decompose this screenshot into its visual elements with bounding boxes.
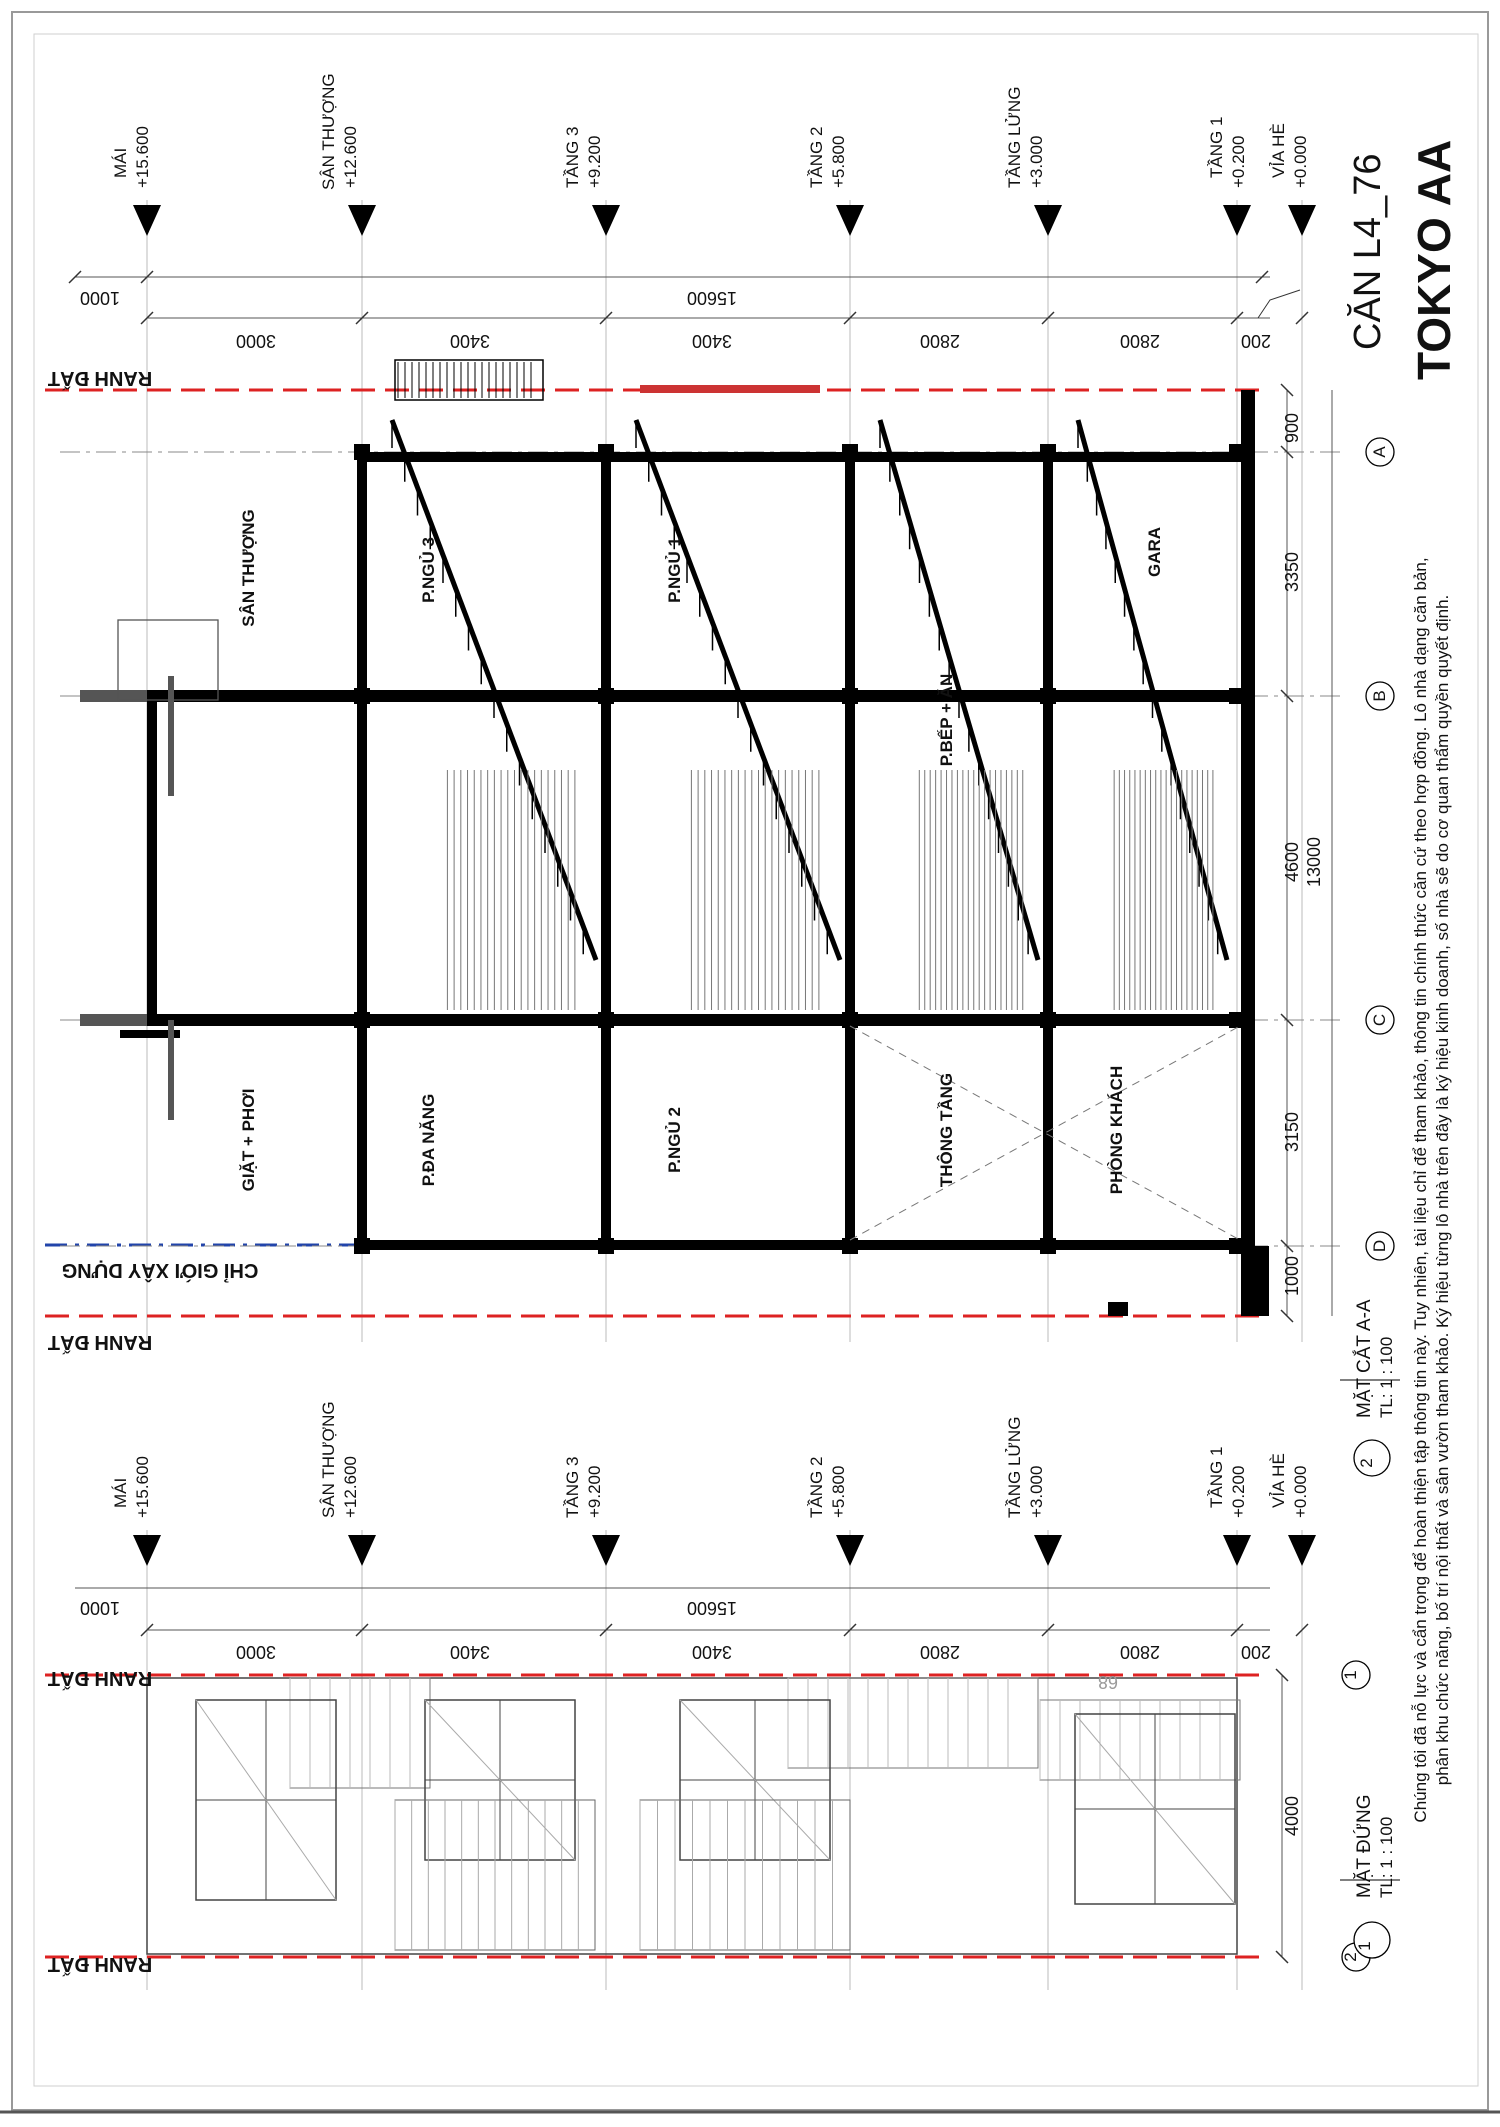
room-label: GIẶT + PHƠI	[239, 1088, 258, 1192]
dim-seg: 3400	[691, 331, 733, 351]
dim-seg: 3400	[691, 1642, 733, 1662]
elev-level-value: +9.200	[585, 1465, 604, 1518]
width-dim: 3150	[1282, 1111, 1302, 1153]
wall	[147, 690, 1247, 702]
section-level-name: VỈA HÈ	[1269, 123, 1288, 178]
width-dim: 900	[1282, 412, 1302, 444]
skylight-frame	[168, 676, 174, 796]
elev-level-value: +5.800	[829, 1465, 848, 1518]
elev-axis-label: 1	[1341, 1670, 1360, 1680]
dim-seg: 2800	[919, 1642, 961, 1662]
room-label: P.NGỦ 1	[665, 537, 684, 603]
level-marker	[348, 1535, 376, 1566]
elev-axis-label: 2	[1341, 1952, 1360, 1962]
skylight-frame	[168, 1020, 174, 1120]
column	[1229, 444, 1245, 460]
width-dim: 1000	[1282, 1255, 1302, 1297]
room-label: THÔNG TẦNG	[937, 1072, 956, 1188]
brick-panel	[788, 1678, 1038, 1768]
elev-level-value: +15.600	[133, 1456, 152, 1518]
parapet	[80, 1014, 150, 1026]
column	[598, 1238, 614, 1254]
axis-label: C	[1370, 1013, 1389, 1027]
sheet-title-line2: TOKYO AA	[1408, 139, 1460, 380]
elev-level-value: +3.000	[1027, 1465, 1046, 1518]
dim-seg: 2800	[1119, 1642, 1161, 1662]
elev-boundary-label: RANH ĐẤT	[47, 1953, 153, 1975]
section-level-value: +0.000	[1291, 135, 1310, 188]
room-label: P.NGỦ 2	[665, 1107, 684, 1173]
room-label: P.ĐA NĂNG	[419, 1093, 438, 1187]
column	[598, 688, 614, 704]
column	[1040, 1012, 1056, 1028]
view-number: 2	[1357, 1458, 1376, 1468]
brick-panel	[290, 1678, 430, 1788]
column	[842, 1238, 858, 1254]
section-level-value: +15.600	[133, 126, 152, 188]
room-label: P.BẾP + ĂN	[937, 673, 956, 767]
room-label: GARA	[1145, 526, 1164, 578]
dim-total: 15600	[686, 1598, 738, 1618]
section-level-value: +3.000	[1027, 135, 1046, 188]
railing	[395, 360, 543, 400]
column	[1108, 1302, 1128, 1316]
section-level-value: +0.200	[1229, 135, 1248, 188]
column	[1040, 1238, 1056, 1254]
elev-level-name: VỈA HÈ	[1269, 1453, 1288, 1508]
level-marker	[1288, 205, 1316, 236]
sheet-title-line1: CĂN L4_76	[1347, 153, 1389, 350]
level-marker	[348, 205, 376, 236]
disclaimer-line: phân khu chức năng, bố trí nội thất và sân vườn tham khảo. Ký hiệu từng lô nhà trên đây là ký hiệu kinh doanh, số nhà sẽ do cơ quan thẩm quyền quyết định.	[1433, 594, 1452, 1786]
section-level-name: SÂN THƯỢNG	[319, 73, 338, 190]
dim-seg: 200	[1240, 331, 1272, 351]
elev-level-value: +12.600	[341, 1456, 360, 1518]
elevation-drawing	[45, 1661, 1400, 1971]
level-marker	[133, 205, 161, 236]
elev-width-dim: 4000	[1282, 1795, 1302, 1837]
level-marker	[133, 1535, 161, 1566]
column	[1229, 1238, 1245, 1254]
section-scale: TL: 1 : 100	[1377, 1336, 1396, 1418]
level-marker	[1034, 1535, 1062, 1566]
view-number: 1	[1355, 1941, 1374, 1951]
width-total: 13000	[1304, 836, 1324, 888]
elev-level-name: TẦNG 3	[563, 1456, 582, 1518]
wall-d	[362, 1240, 1250, 1250]
dim-seg: 3000	[235, 1642, 277, 1662]
section-level-value: +12.600	[341, 126, 360, 188]
level-marker	[1034, 205, 1062, 236]
room-label: SÂN THƯỢNG	[239, 509, 258, 627]
axis-label: B	[1370, 690, 1389, 702]
dim-seg: 3400	[449, 1642, 491, 1662]
elevation-title: MẶT ĐỨNG	[1354, 1794, 1375, 1898]
section-boundary-label: RANH ĐẤT	[47, 1331, 153, 1353]
elev-level-value: +0.000	[1291, 1465, 1310, 1518]
section-level-value: +9.200	[585, 135, 604, 188]
level-marker	[592, 1535, 620, 1566]
disclaimer-line: Chúng tôi đã nỗ lực và cẩn trọng để hoàn thiện tập thông tin này. Tuy nhiên, tài liệu chỉ để tham khảo, thông tin chính thức căn cứ theo hợp đồng. Lô nhà dạng căn bản,	[1411, 557, 1430, 1823]
floor-slab	[1043, 452, 1053, 1246]
axis-label: A	[1370, 446, 1389, 458]
view-bubble	[1354, 1440, 1390, 1476]
elev-boundary-label: RANH ĐẤT	[47, 1667, 153, 1689]
section-boundary-label: RANH ĐẤT	[47, 367, 153, 389]
column	[842, 688, 858, 704]
section-level-value: +5.800	[829, 135, 848, 188]
elev-level-name: SÂN THƯỢNG	[319, 1401, 338, 1518]
dim-top: 1000	[79, 1598, 121, 1618]
column	[1229, 688, 1245, 704]
railing-top	[640, 385, 820, 393]
elev-level-value: +0.200	[1229, 1465, 1248, 1518]
column	[354, 1238, 370, 1254]
dim-seg: 3400	[449, 331, 491, 351]
dim-seg: 2800	[1119, 331, 1161, 351]
width-dim: 4600	[1282, 841, 1302, 883]
floor-slab	[357, 452, 367, 1246]
column	[598, 1012, 614, 1028]
dim-total: 15600	[686, 288, 738, 308]
roof-slab	[147, 696, 157, 1020]
setback-label: CHỈ GIỚI XÂY DỰNG	[61, 1259, 259, 1281]
column	[1229, 1012, 1245, 1028]
house-number: 68	[1097, 1672, 1119, 1692]
room-label: P.NGỦ 3	[419, 537, 438, 603]
column	[842, 444, 858, 460]
column	[354, 444, 370, 460]
elevation-scale: TL: 1 : 100	[1377, 1816, 1396, 1898]
level-marker	[836, 205, 864, 236]
elev-level-name: MÁI	[111, 1477, 130, 1508]
section-level-name: TẦNG 2	[807, 126, 826, 188]
section-level-name: TẦNG 1	[1207, 116, 1226, 178]
column	[1040, 444, 1056, 460]
dim-seg: 200	[1240, 1642, 1272, 1662]
column	[354, 688, 370, 704]
width-dim: 3350	[1282, 551, 1302, 593]
room-label: PHÒNG KHÁCH	[1107, 1065, 1126, 1195]
column	[842, 1012, 858, 1028]
dim-top: 1000	[79, 288, 121, 308]
level-marker	[1288, 1535, 1316, 1566]
level-marker	[836, 1535, 864, 1566]
column	[1040, 688, 1056, 704]
floor-slab	[601, 452, 611, 1246]
section-level-name: MÁI	[111, 147, 130, 178]
wall	[1255, 1246, 1269, 1316]
elev-level-name: TẦNG 1	[1207, 1446, 1226, 1508]
section-level-name: TẦNG LỬNG	[1005, 86, 1024, 188]
leader	[1258, 290, 1300, 318]
wall-a	[362, 452, 1250, 462]
level-marker	[1223, 1535, 1251, 1566]
elev-level-name: TẦNG 2	[807, 1456, 826, 1518]
wall	[147, 1014, 1247, 1026]
level-marker	[1223, 205, 1251, 236]
dim-seg: 3000	[235, 331, 277, 351]
section-level-name: TẦNG 3	[563, 126, 582, 188]
sheet-border	[12, 12, 1488, 2110]
dim-seg: 2800	[919, 331, 961, 351]
floor-slab	[1241, 390, 1255, 1316]
column	[354, 1012, 370, 1028]
level-marker	[592, 205, 620, 236]
section-title: MẶT CẮT A-A	[1354, 1299, 1375, 1418]
axis-label: D	[1370, 1239, 1389, 1253]
elev-level-name: TẦNG LỬNG	[1005, 1416, 1024, 1518]
column	[598, 444, 614, 460]
floor-slab	[845, 452, 855, 1246]
